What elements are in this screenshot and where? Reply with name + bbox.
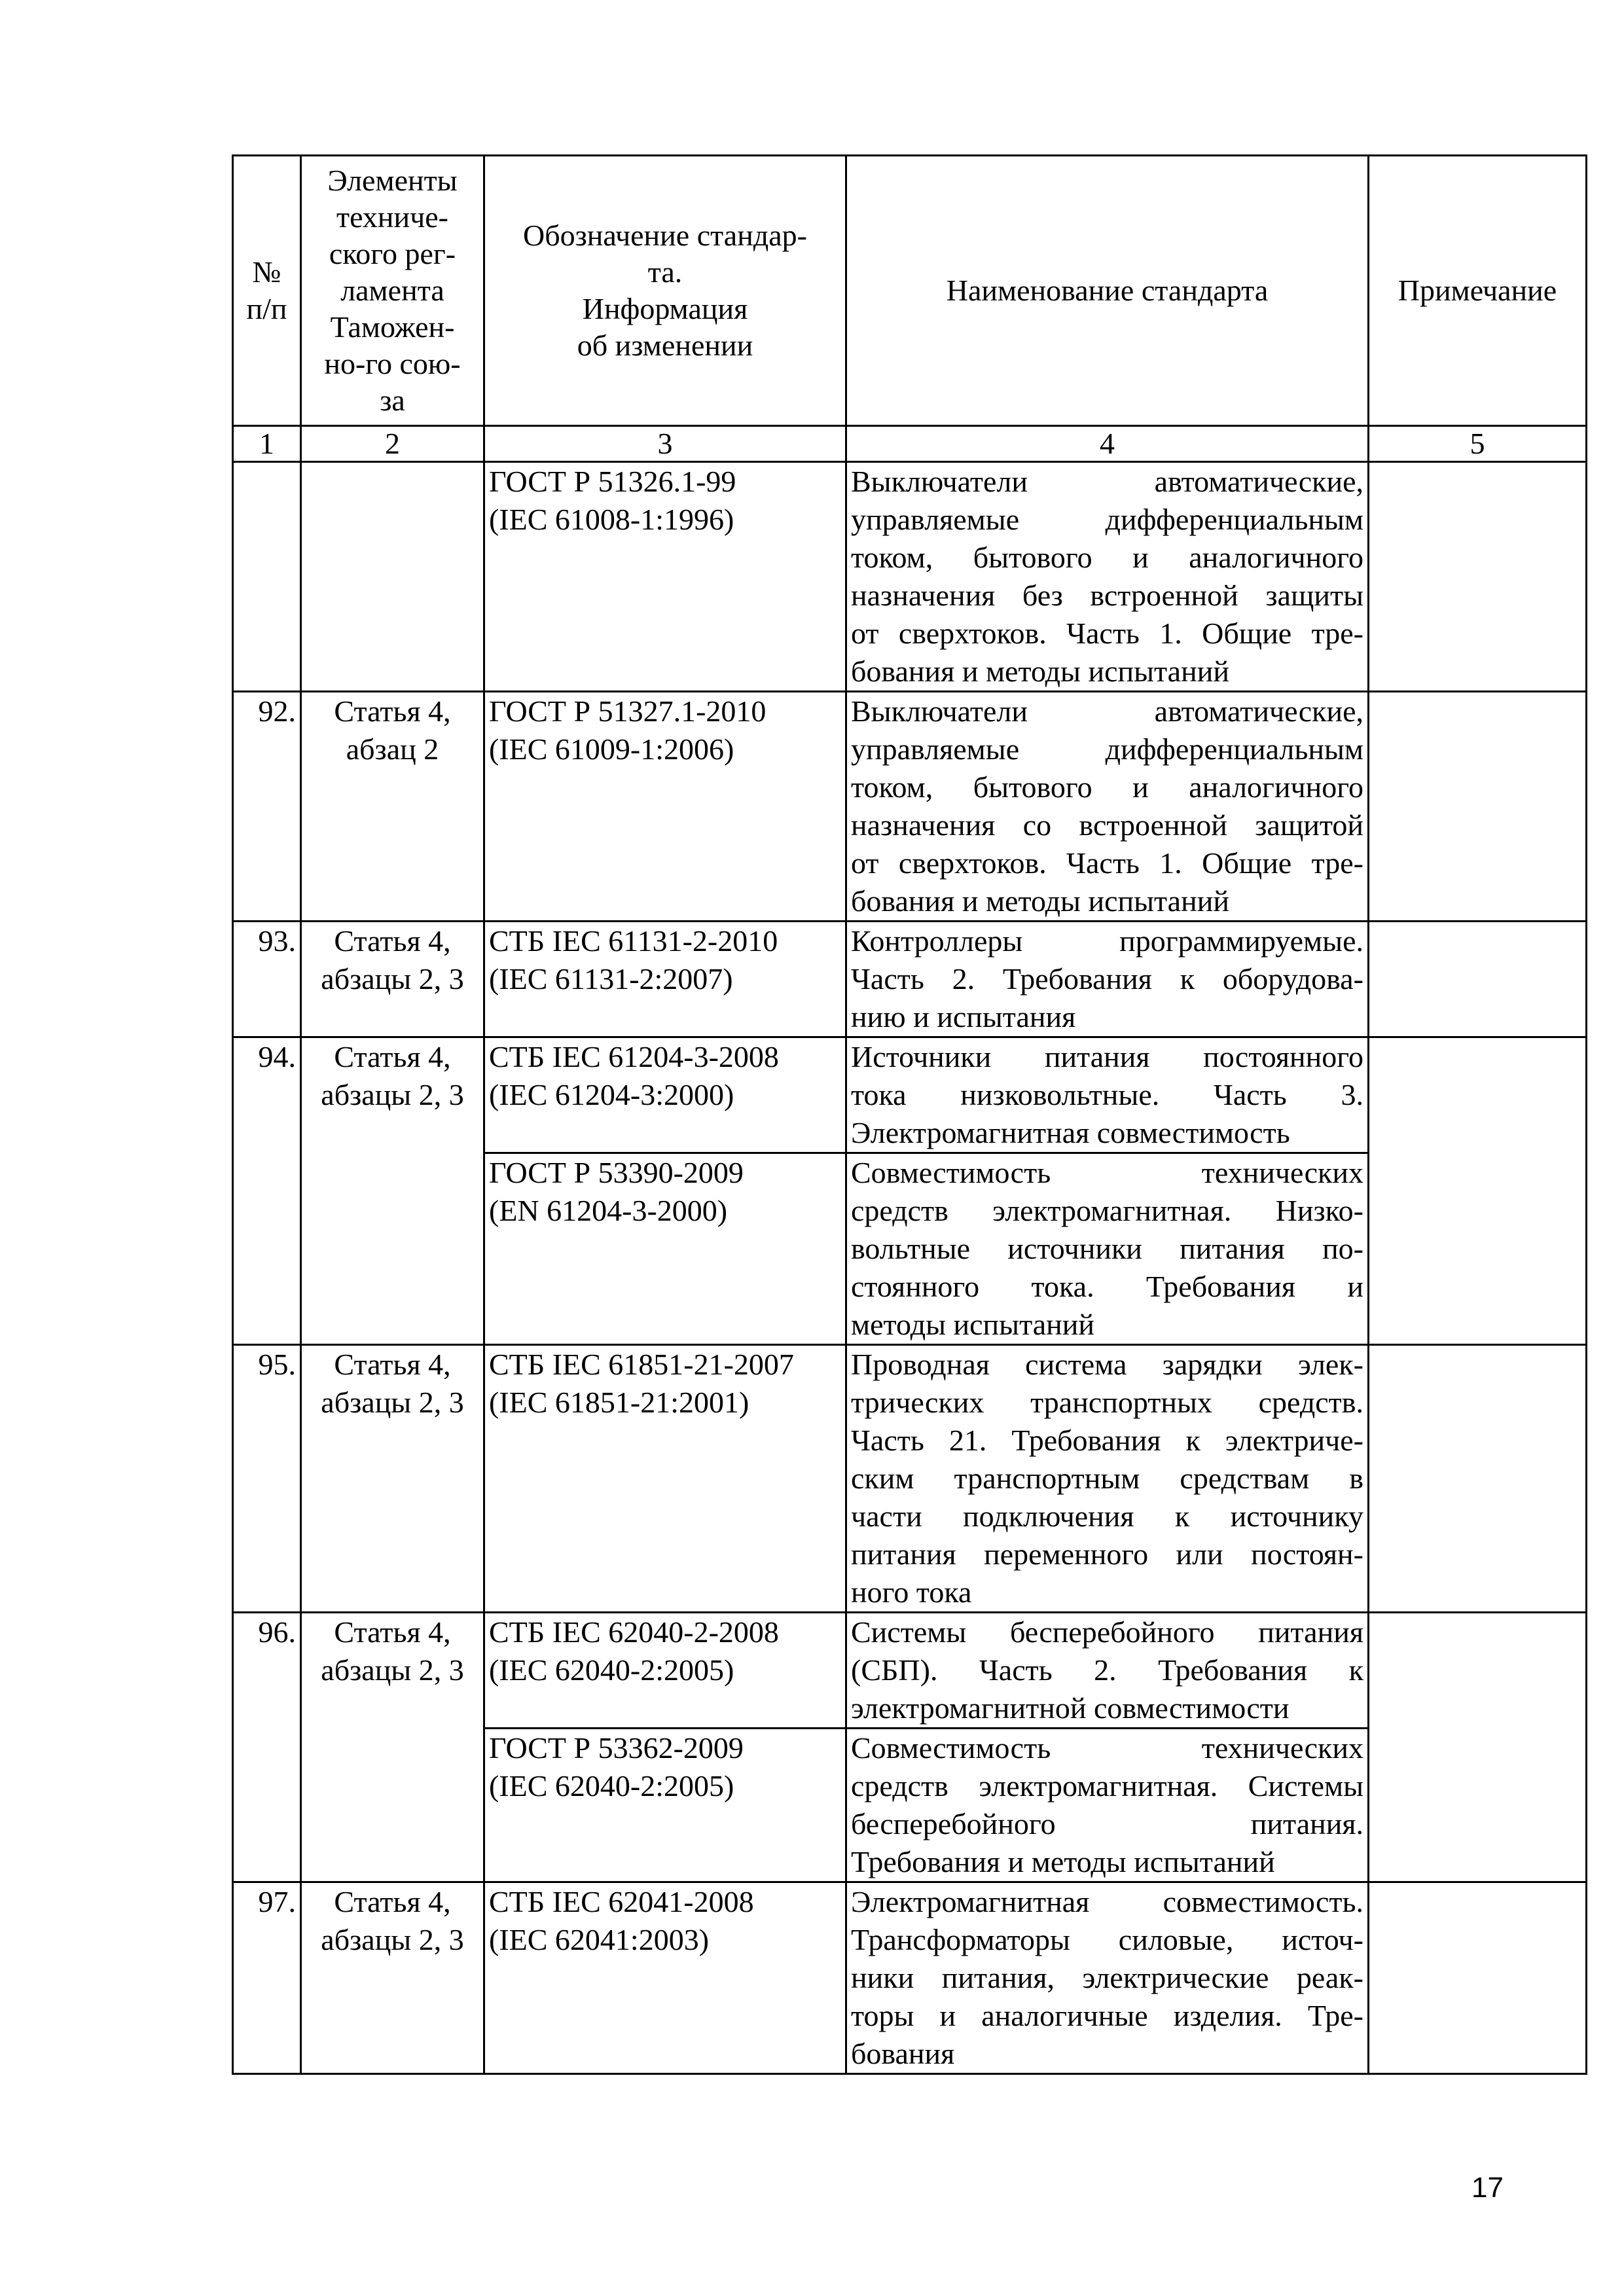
text-line: Выключатели автоматические,	[851, 465, 1363, 498]
text-line: Статья 4,	[334, 1040, 451, 1073]
text-line: Источники питания постоянного	[851, 1040, 1363, 1073]
standard-designation	[484, 1613, 846, 1729]
text-line: Обозначение стандар-	[523, 219, 807, 252]
note-cell	[1369, 692, 1587, 922]
text-line: управляемые дифференциальным	[851, 732, 1363, 766]
text-line: Информация	[582, 292, 748, 325]
text-line: (IEC 61008-1:1996)	[489, 503, 734, 536]
text-line: №	[252, 255, 281, 289]
text-line: об изменении	[577, 329, 753, 362]
column-number: 5	[1369, 426, 1587, 462]
text-line: но-го сою-	[324, 347, 461, 380]
text-line: Статья 4,	[334, 1885, 451, 1918]
text-line: ГОСТ Р 51326.1-99	[489, 465, 736, 498]
text-line: СТБ IEC 61204-3-2008	[489, 1040, 779, 1073]
note-cell	[1369, 1345, 1587, 1613]
text-line: (СБП). Часть 2. Требования к	[851, 1653, 1363, 1687]
regulation-article	[301, 922, 484, 1037]
text-line: Проводная система зарядки элек-	[851, 1348, 1363, 1381]
row-number: 94.	[233, 1037, 301, 1345]
text-line: абзацы 2, 3	[321, 1386, 464, 1419]
text-line: Системы бесперебойного питания	[851, 1615, 1363, 1649]
text-line: ламента	[340, 274, 444, 307]
regulation-article	[301, 1345, 484, 1613]
text-line: ГОСТ Р 53390-2009	[489, 1156, 744, 1189]
table-row	[233, 692, 1587, 922]
standard-designation	[484, 462, 846, 692]
text-line: абзацы 2, 3	[321, 1653, 464, 1687]
text-line: торы и аналогичные изделия. Тре-	[851, 1999, 1363, 2032]
column-number: 3	[484, 426, 846, 462]
text-line: (IEC 62040-2:2005)	[489, 1653, 734, 1687]
text-line: Электромагнитная совместимость.	[851, 1885, 1363, 1918]
text-line: трических транспортных средств.	[851, 1386, 1363, 1419]
text-line: СТБ IEC 62041-2008	[489, 1885, 754, 1918]
standard-name	[846, 692, 1369, 922]
standard-name	[846, 1037, 1369, 1153]
table-row	[233, 1345, 1587, 1613]
standard-name	[846, 1729, 1369, 1882]
text-line: (IEC 62040-2:2005)	[489, 1769, 734, 1803]
text-line: СТБ IEC 62040-2-2008	[489, 1615, 779, 1649]
header-regulation-elements	[301, 156, 484, 426]
table-row	[233, 1613, 1587, 1729]
text-line: СТБ IEC 61851-21-2007	[489, 1348, 794, 1381]
standard-designation	[484, 1882, 846, 2074]
table-body	[233, 462, 1587, 2074]
column-number: 2	[301, 426, 484, 462]
text-line: Часть 2. Требования к оборудова-	[851, 962, 1363, 996]
page-number: 17	[1471, 2172, 1504, 2204]
standard-designation	[484, 692, 846, 922]
table-header-row	[233, 156, 1587, 426]
text-line: бования и методы испытаний	[851, 655, 1229, 688]
text-line: абзац 2	[346, 732, 439, 766]
text-line: вольтные источники питания по-	[851, 1232, 1363, 1265]
table-row	[233, 1882, 1587, 2074]
row-number: 96.	[233, 1613, 301, 1882]
header-number	[233, 156, 301, 426]
text-line: Требования и методы испытаний	[851, 1845, 1275, 1878]
standard-name	[846, 922, 1369, 1037]
standard-name	[846, 1345, 1369, 1613]
text-line: (IEC 61851-21:2001)	[489, 1386, 749, 1419]
text-line: (EN 61204-3-2000)	[489, 1194, 728, 1227]
text-line: бования	[851, 2037, 955, 2070]
text-line: Выключатели автоматические,	[851, 694, 1363, 728]
text-line: Примечание	[1398, 274, 1557, 307]
column-number: 1	[233, 426, 301, 462]
note-cell	[1369, 1613, 1587, 1882]
text-line: бования и методы испытаний	[851, 884, 1229, 918]
header-note	[1369, 156, 1587, 426]
text-line: ники питания, электрические реак-	[851, 1961, 1363, 1994]
text-line: (IEC 62041:2003)	[489, 1923, 710, 1956]
standards-table	[232, 154, 1587, 2075]
note-cell	[1369, 922, 1587, 1037]
row-number: 97.	[233, 1882, 301, 2074]
table-row	[233, 1037, 1587, 1153]
text-line: Таможен-	[330, 310, 455, 344]
header-standard-name	[846, 156, 1369, 426]
standard-designation	[484, 1729, 846, 1882]
row-number: 93.	[233, 922, 301, 1037]
text-line: Электромагнитная совместимость	[851, 1116, 1290, 1149]
text-line: питания переменного или постоян-	[851, 1537, 1363, 1571]
regulation-article	[301, 1882, 484, 2074]
text-line: техниче-	[336, 200, 449, 234]
text-line: (IEC 61131-2:2007)	[489, 962, 733, 996]
text-line: от сверхтоков. Часть 1. Общие тре-	[851, 617, 1363, 650]
standard-name	[846, 1153, 1369, 1345]
text-line: током, бытового и аналогичного	[851, 770, 1363, 804]
text-line: методы испытаний	[851, 1308, 1094, 1341]
column-numbers-row	[233, 426, 1587, 462]
text-line: п/п	[246, 292, 287, 325]
note-cell	[1369, 1037, 1587, 1345]
text-line: управляемые дифференциальным	[851, 503, 1363, 536]
regulation-article	[301, 462, 484, 692]
text-line: нию и испытания	[851, 1000, 1076, 1033]
text-line: средств электромагнитная. Низко-	[851, 1194, 1363, 1227]
text-line: ским транспортным средствам в	[851, 1462, 1363, 1495]
text-line: абзацы 2, 3	[321, 1078, 464, 1111]
text-line: бесперебойного питания.	[851, 1807, 1363, 1840]
text-line: (IEC 61204-3:2000)	[489, 1078, 734, 1111]
text-line: Статья 4,	[334, 924, 451, 958]
text-line: Совместимость технических	[851, 1156, 1363, 1189]
column-number: 4	[846, 426, 1369, 462]
text-line: части подключения к источнику	[851, 1499, 1363, 1533]
text-line: Часть 21. Требования к электриче-	[851, 1424, 1363, 1457]
regulation-article	[301, 1613, 484, 1882]
standard-name	[846, 1613, 1369, 1729]
standard-designation	[484, 1345, 846, 1613]
text-line: Элементы	[327, 164, 458, 197]
text-line: за	[380, 384, 405, 417]
table-row	[233, 462, 1587, 692]
text-line: Статья 4,	[334, 1615, 451, 1649]
text-line: (IEC 61009-1:2006)	[489, 732, 734, 766]
regulation-article	[301, 1037, 484, 1345]
text-line: назначения со встроенной защитой	[851, 808, 1363, 842]
text-line: Статья 4,	[334, 694, 451, 728]
regulation-article	[301, 692, 484, 922]
standard-designation	[484, 1153, 846, 1345]
row-number: 95.	[233, 1345, 301, 1613]
note-cell	[1369, 462, 1587, 692]
text-line: стоянного тока. Требования и	[851, 1270, 1363, 1303]
text-line: электромагнитной совместимости	[851, 1691, 1290, 1725]
row-number	[233, 462, 301, 692]
header-standard-designation	[484, 156, 846, 426]
text-line: Трансформаторы силовые, источ-	[851, 1923, 1363, 1956]
text-line: от сверхтоков. Часть 1. Общие тре-	[851, 846, 1363, 880]
text-line: СТБ IEC 61131-2-2010	[489, 924, 778, 958]
text-line: ГОСТ Р 53362-2009	[489, 1731, 744, 1765]
note-cell	[1369, 1882, 1587, 2074]
text-line: ского рег-	[329, 237, 456, 270]
text-line: ГОСТ Р 51327.1-2010	[489, 694, 767, 728]
text-line: током, бытового и аналогичного	[851, 541, 1363, 574]
text-line: абзацы 2, 3	[321, 962, 464, 996]
standard-designation	[484, 1037, 846, 1153]
standard-name	[846, 462, 1369, 692]
text-line: Статья 4,	[334, 1348, 451, 1381]
text-line: средств электромагнитная. Системы	[851, 1769, 1363, 1803]
text-line: Наименование стандарта	[946, 274, 1269, 307]
text-line: Совместимость технических	[851, 1731, 1363, 1765]
table-row	[233, 922, 1587, 1037]
text-line: назначения без встроенной защиты	[851, 579, 1363, 612]
row-number: 92.	[233, 692, 301, 922]
text-line: тока низковольтные. Часть 3.	[851, 1078, 1363, 1111]
text-line: та.	[647, 255, 683, 289]
text-line: абзацы 2, 3	[321, 1923, 464, 1956]
standard-name	[846, 1882, 1369, 2074]
text-line: Контроллеры программируемые.	[851, 924, 1363, 958]
text-line: ного тока	[851, 1575, 972, 1609]
standard-designation	[484, 922, 846, 1037]
